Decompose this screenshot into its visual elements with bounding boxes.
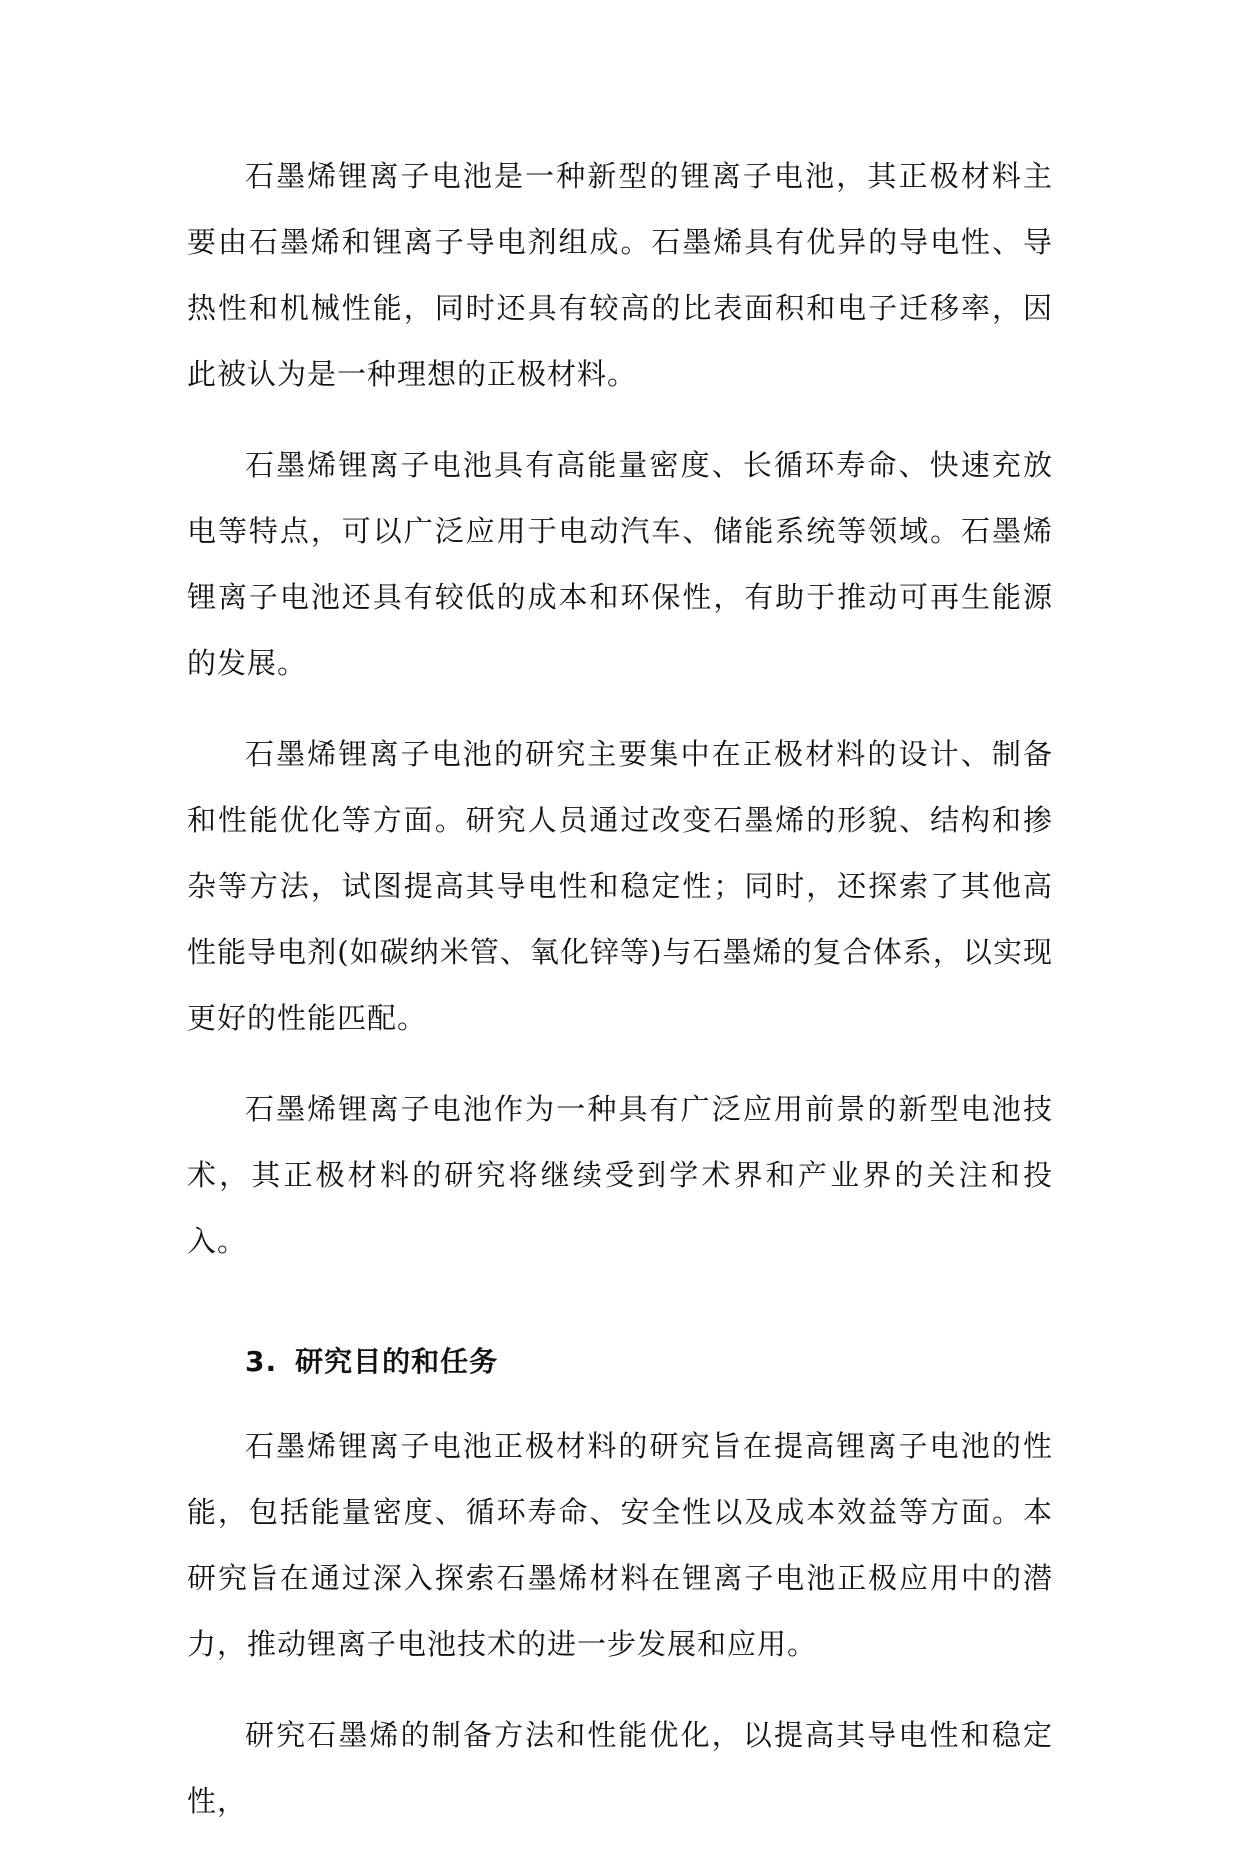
paragraph-graphene-battery-intro: 石墨烯锂离子电池是一种新型的锂离子电池，其正极材料主要由石墨烯和锂离子导电剂组成。石墨烯具有优异的导电性、导热性和机械性能，同时还具有较高的比表面积和电子迁移率，因此被认为是一种理想的正极材料。 (187, 159, 1053, 391)
section-heading (187, 1342, 1053, 1382)
paragraph-battery-advantages: 石墨烯锂离子电池具有高能量密度、长循环寿命、快速充放电等特点，可以广泛应用于电动汽车、储能系统等领域。石墨烯锂离子电池还具有较低的成本和环保性，有助于推动可再生能源的发展。 (187, 448, 1053, 680)
paragraph-research-focus: 石墨烯锂离子电池的研究主要集中在正极材料的设计、制备和性能优化等方面。研究人员通过改变石墨烯的形貌、结构和掺杂等方法，试图提高其导电性和稳定性；同时，还探索了其他高性能导电剂(如碳纳米管、氧化锌等)与石墨烯的复合体系，以实现更好的性能匹配。 (187, 737, 1053, 1035)
document-body (187, 143, 1053, 1859)
section-title: 研究目的和任务 (295, 1345, 499, 1378)
section-number: 3. (245, 1345, 278, 1378)
paragraph-research-aim: 石墨烯锂离子电池正极材料的研究旨在提高锂离子电池的性能，包括能量密度、循环寿命、安全性以及成本效益等方面。本研究旨在通过深入探索石墨烯材料在锂离子电池正极应用中的潜力，推动锂离子电池技术的进一步发展和应用。 (187, 1429, 1053, 1661)
paragraph-research-task: 研究石墨烯的制备方法和性能优化，以提高其导电性和稳定性， (187, 1718, 1053, 1818)
paragraph-outlook: 石墨烯锂离子电池作为一种具有广泛应用前景的新型电池技术，其正极材料的研究将继续受到学术界和产业界的关注和投入。 (187, 1092, 1053, 1258)
